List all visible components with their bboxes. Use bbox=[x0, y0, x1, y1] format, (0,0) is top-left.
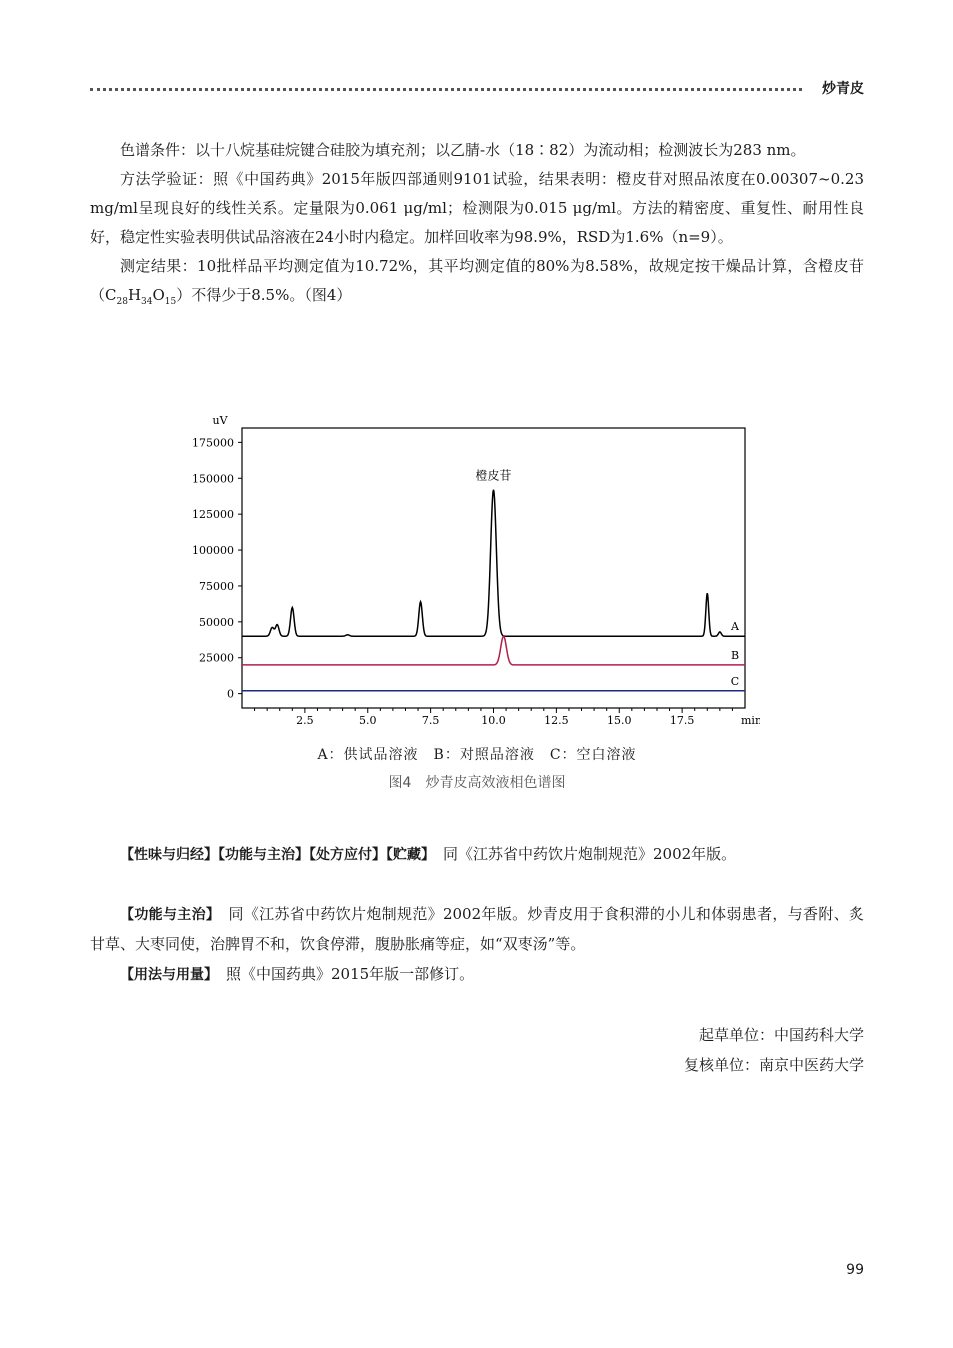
header-dotted-rule bbox=[90, 88, 802, 91]
reviewing-unit: 复核单位：南京中医药大学 bbox=[683, 1056, 864, 1074]
y-tick-label: 175000 bbox=[192, 436, 234, 450]
y-tick-label: 75000 bbox=[199, 579, 234, 593]
x-tick-label: 17.5 bbox=[669, 714, 695, 727]
section-text-properties: 同《江苏省中药饮片炮制规范》2002年版。 bbox=[428, 845, 737, 863]
series-label-b: B bbox=[730, 648, 740, 662]
y-tick-label: 0 bbox=[227, 687, 234, 701]
peak-label: 橙皮苷 bbox=[475, 468, 512, 483]
section-tag-usage: 【用法与用量】 bbox=[120, 967, 211, 983]
section-properties bbox=[90, 840, 864, 870]
section-tag-functions: 【功能与主治】 bbox=[120, 907, 214, 923]
running-header bbox=[90, 78, 864, 100]
series-trace-b bbox=[242, 636, 745, 665]
paragraph-validation: 方法学验证：照《中国药典》2015年版四部通则9101试验，结果表明：橙皮苷对照品浓度在0.00307~0.23 mg/ml呈现良好的线性关系。定量限为0.061 μg/ml；检测限为0.015 μg/ml。方法的精密度、重复性、耐用性良好，稳定性实验表明供试品溶液在24小时内稳定。加样回收率为98.9%，RSD为1.6%（n=9）。 bbox=[90, 170, 864, 246]
method-text bbox=[90, 136, 864, 317]
x-axis-label: min bbox=[741, 714, 760, 727]
x-tick-label: 2.5 bbox=[296, 714, 314, 727]
section-tag-properties: 【性味与归经】【功能与主治】【处方应付】【贮藏】 bbox=[120, 847, 428, 863]
x-tick-label: 7.5 bbox=[421, 714, 440, 727]
series-trace-a bbox=[242, 490, 745, 636]
section-text-usage: 照《中国药典》2015年版一部修订。 bbox=[211, 965, 475, 983]
series-label-c: C bbox=[730, 674, 740, 688]
y-tick-label: 25000 bbox=[199, 651, 234, 665]
paragraph-results: 测定结果：10批样品平均测定值为10.72%，其平均测定值的80%为8.58%，故规定按干燥品计算，含橙皮苷$(C_{28}H_{34}O_{15})$不得少于8.5%。（图4） bbox=[90, 257, 864, 307]
section-functions bbox=[90, 900, 864, 959]
header-title: 炒青皮 bbox=[822, 81, 864, 97]
chromatogram bbox=[180, 408, 760, 744]
section-text-functions: 同《江苏省中药饮片炮制规范》2002年版。炒青皮用于食积滞的小儿和体弱患者，与香附、炙甘草、大枣同使，治脾胃不和，饮食停滞，腹胁胀痛等症，如“双枣汤”等。 bbox=[90, 905, 865, 953]
x-tick-label: 12.5 bbox=[544, 714, 569, 727]
figure-caption: 图4 炒青皮高效液相色谱图 bbox=[388, 775, 566, 791]
drafting-unit: 起草单位：中国药科大学 bbox=[698, 1026, 864, 1044]
chart-legend: A：供试品溶液 B：对照品溶液 C：空白溶液 bbox=[317, 747, 637, 763]
y-axis-label: uV bbox=[212, 414, 228, 427]
series-label-a: A bbox=[731, 620, 739, 634]
x-tick-label: 10.0 bbox=[481, 714, 506, 727]
x-tick-label: 5.0 bbox=[359, 714, 377, 727]
y-tick-label: 150000 bbox=[192, 472, 234, 486]
y-tick-label: 50000 bbox=[199, 615, 234, 629]
chromatogram-svg bbox=[180, 408, 760, 744]
paragraph-conditions: 色谱条件：以十八烷基硅烷键合硅胶为填充剂；以乙腈-水（18∶82）为流动相；检测波长为283 nm。 bbox=[120, 141, 806, 159]
page-number: 99 bbox=[846, 1262, 864, 1278]
y-tick-label: 125000 bbox=[192, 508, 234, 522]
y-tick-label: 100000 bbox=[192, 544, 234, 558]
x-tick-label: 15.0 bbox=[607, 714, 632, 727]
section-usage bbox=[90, 960, 864, 990]
